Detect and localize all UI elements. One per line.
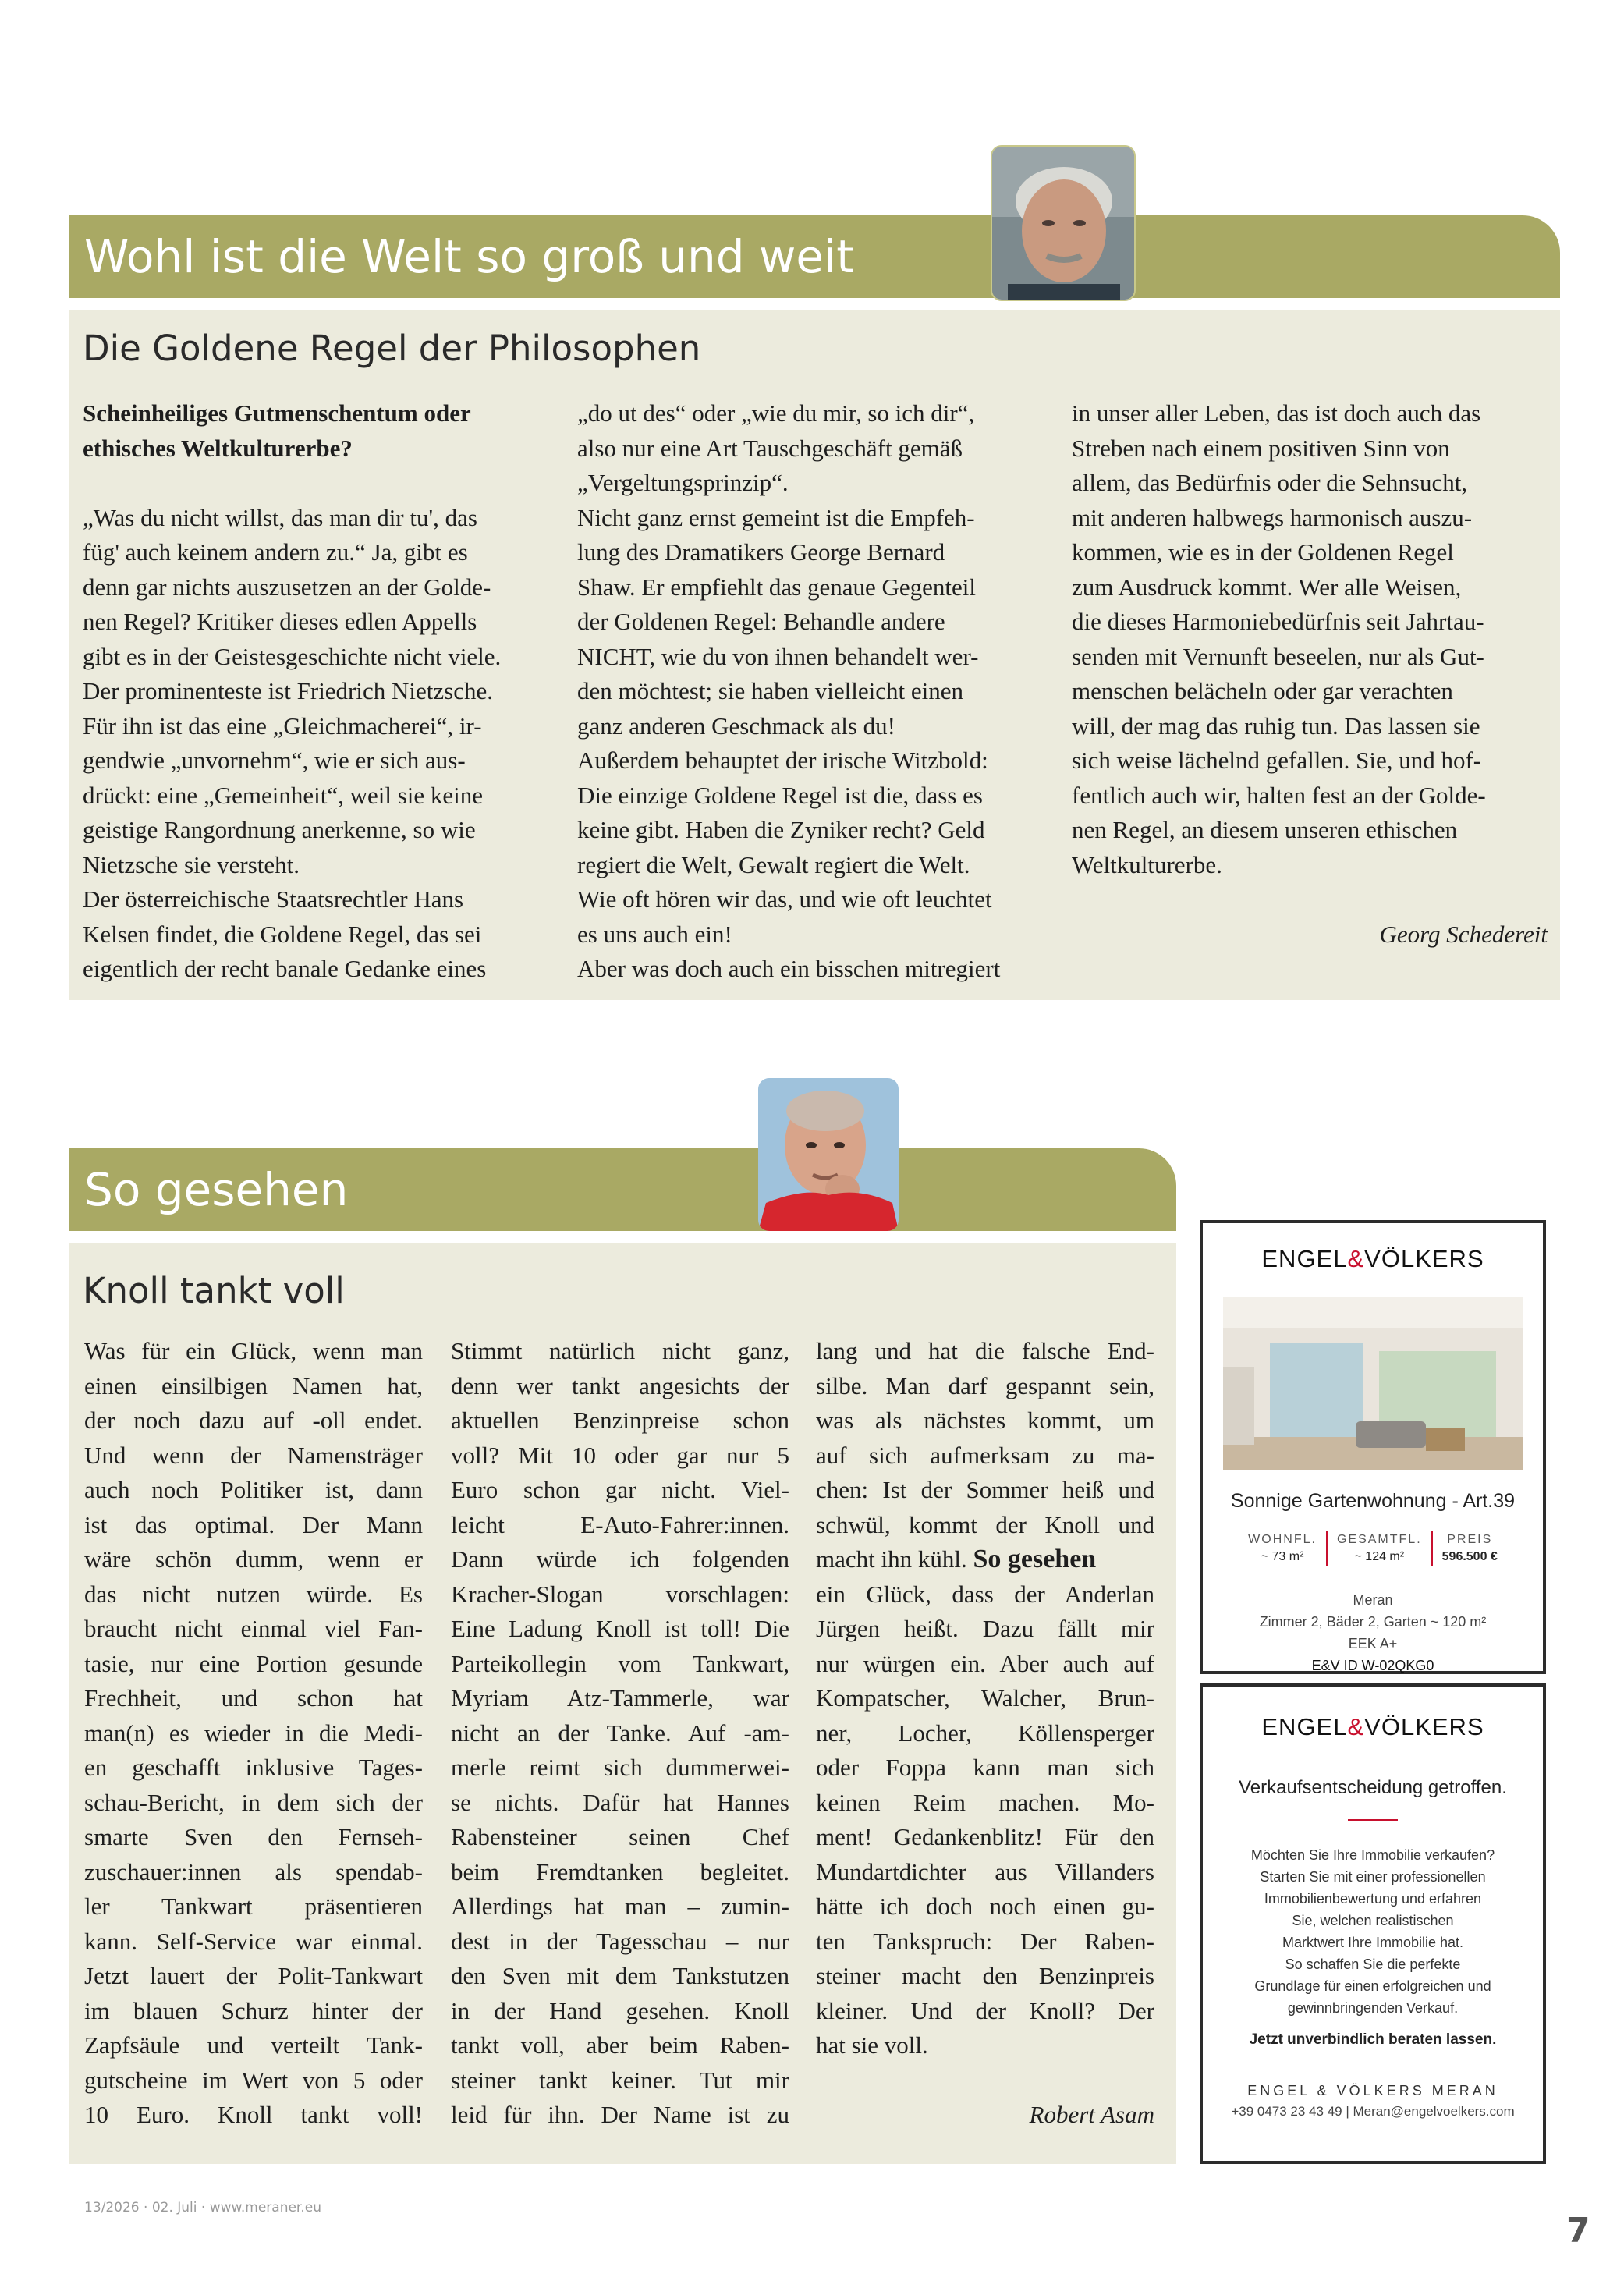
text-line: Nicht ganz ernst gemeint ist die Empfeh- bbox=[577, 503, 975, 531]
text-line: was als nächstes kommt, um bbox=[816, 1407, 1154, 1434]
text-line: Stimmt natürlich nicht ganz, bbox=[451, 1337, 789, 1364]
text-line: Mundartdichter aus Villanders bbox=[816, 1857, 1154, 1885]
text-line: hat sie voll. bbox=[816, 2031, 928, 2059]
engel-voelkers-logo: ENGEL&VÖLKERS bbox=[1261, 1713, 1484, 1740]
text-line: Was für ein Glück, wenn man bbox=[84, 1337, 423, 1364]
text-line: tasie, nur eine Portion gesunde bbox=[84, 1649, 423, 1677]
body-line: Grundlage für einen erfolgreichen und bbox=[1254, 1978, 1491, 1994]
text-line: will, der mag das ruhig tun. Das lassen sie bbox=[1072, 711, 1480, 740]
text-line: merle reimt sich dummerwei- bbox=[451, 1754, 789, 1781]
text-line: Kompatscher, Walcher, Brun- bbox=[816, 1684, 1154, 1712]
text-line: Eine Ladung Knoll ist toll! Die bbox=[451, 1615, 789, 1642]
engel-voelkers-logo: ENGEL&VÖLKERS bbox=[1261, 1245, 1484, 1272]
page-number: 7 bbox=[1566, 2211, 1590, 2251]
ad-engel-voelkers-valuation[interactable] bbox=[1200, 1683, 1546, 2164]
text-line: Kelsen findet, die Goldene Regel, das sei bbox=[83, 920, 482, 948]
text-line: kommen, wie es in der Goldenen Regel bbox=[1072, 538, 1454, 566]
text-line: Für ihn ist das eine „Gleichmacherei“, ir- bbox=[83, 711, 482, 740]
text-line: Zapfsäule und verteilt Tank- bbox=[84, 2031, 423, 2059]
text-line: Frechheit, und schon hat bbox=[84, 1684, 423, 1712]
listing-id: E&V ID W-02QKG0 bbox=[1311, 1658, 1434, 1673]
text-line: Weltkulturerbe. bbox=[1072, 850, 1222, 878]
text-line: ganz anderen Geschmack als du! bbox=[577, 711, 895, 740]
cta-link[interactable]: Jetzt unverbindlich beraten lassen. bbox=[1249, 2031, 1497, 2048]
author-photo-schedereit bbox=[991, 145, 1136, 301]
text-line: Der österreichische Staatsrechtler Hans bbox=[83, 885, 464, 913]
text-line: denn gar nichts auszusetzen an der Golde- bbox=[83, 573, 491, 601]
text-line: silbe. Man darf gespannt sein, bbox=[816, 1371, 1154, 1399]
office-name: ENGEL & VÖLKERS MERAN bbox=[1247, 2083, 1498, 2098]
text-line: en geschafft inklusive Tages- bbox=[84, 1754, 423, 1781]
stat-living-area: WOHNFL. ~ 73 m² bbox=[1248, 1533, 1317, 1563]
text-line: Myriam Atz-Tammerle, war bbox=[451, 1684, 789, 1712]
section-header-2 bbox=[69, 1148, 1176, 1231]
text-line: Rabensteiner seinen Chef bbox=[451, 1823, 789, 1850]
footer-issue-info: 13/2026 · 02. Juli · www.meraner.eu bbox=[84, 2200, 321, 2215]
text-line: ler Tankwart präsentieren bbox=[84, 1893, 423, 1920]
text-line: 10 Euro. Knoll tankt voll! bbox=[84, 2101, 423, 2128]
text-line: der noch dazu auf -oll endet. bbox=[84, 1407, 423, 1434]
text-line: drückt: eine „Gemeinheit“, weil sie keine bbox=[83, 781, 484, 809]
body-line: gewinnbringenden Verkauf. bbox=[1287, 2000, 1459, 2016]
office-contact[interactable]: +39 0473 23 43 49 | Meran@engelvoelkers.com bbox=[1231, 2104, 1515, 2119]
text-line: steiner macht den Benzinpreis bbox=[816, 1962, 1154, 1989]
text-line: Nietzsche sie versteht. bbox=[83, 850, 300, 878]
text-line: beim Fremdtanken begleitet. bbox=[451, 1857, 789, 1885]
article-subtitle-2: Knoll tankt voll bbox=[83, 1270, 345, 1311]
stat-total-area: GESAMTFL. ~ 124 m² bbox=[1326, 1531, 1431, 1566]
text-line: Streben nach einem positiven Sinn von bbox=[1072, 434, 1450, 462]
text-line: senden mit Vernunft beseelen, nur als Gut- bbox=[1072, 642, 1484, 670]
text-line: leicht E-Auto-Fahrer:innen. bbox=[451, 1510, 789, 1538]
article2-column-2 bbox=[451, 1334, 789, 2133]
text-line: Shaw. Er empfiehlt das genaue Gegenteil bbox=[577, 573, 977, 601]
article1-lead: Scheinheiliges Gutmenschentum oder ethisches Weltkulturerbe? bbox=[83, 399, 471, 462]
text-line: menschen belächeln oder gar verachten bbox=[1072, 677, 1453, 704]
text-line: ment! Gedankenblitz! Für den bbox=[816, 1823, 1154, 1850]
text-line: in der Hand gesehen. Knoll bbox=[451, 1996, 789, 2024]
text-line: nur würgen ein. Aber auch auf bbox=[816, 1649, 1154, 1677]
text-line: kleiner. Und der Knoll? Der bbox=[816, 1996, 1154, 2024]
text-line: eigentlich der recht banale Gedanke eines bbox=[83, 955, 487, 982]
text-line: kann. Self-Service war einmal. bbox=[84, 1927, 423, 1955]
text-line: wäre schön dumm, wenn er bbox=[84, 1545, 423, 1573]
text-line: se nichts. Dafür hat Hannes bbox=[451, 1788, 789, 1816]
text-line: voll? Mit 10 oder gar nur 5 bbox=[451, 1441, 789, 1469]
text-line: mit anderen halbwegs harmonisch auszu- bbox=[1072, 503, 1473, 531]
text-line: lung des Dramatikers George Bernard bbox=[577, 538, 945, 566]
text-line: smarte Sven den Fernseh- bbox=[84, 1823, 423, 1850]
text-line: Parteikollegin vom Tankwart, bbox=[451, 1649, 789, 1677]
text-line: also nur eine Art Tauschgeschäft gemäß bbox=[577, 434, 963, 462]
so-gesehen-bold: So gesehen bbox=[973, 1545, 1097, 1573]
text-line: fentlich auch wir, halten fest an der Golde- bbox=[1072, 781, 1486, 809]
text-line: das nicht nutzen würde. Es bbox=[84, 1580, 423, 1608]
text-line: Jetzt lauert der Polit-Tankwart bbox=[84, 1962, 423, 1989]
text-line: Dann würde ich folgenden bbox=[451, 1545, 789, 1573]
section-title-1: Wohl ist die Welt so groß und weit bbox=[84, 230, 854, 283]
text-run: macht ihn kühl. bbox=[816, 1545, 967, 1573]
body-line: Sie, welchen realistischen bbox=[1292, 1913, 1454, 1928]
text-line: lang und hat die falsche End- bbox=[816, 1337, 1154, 1364]
listing-energy-class: EEK A+ bbox=[1348, 1636, 1398, 1651]
article2-column-1 bbox=[84, 1334, 423, 2133]
text-line: tankt voll, aber beim Raben- bbox=[451, 2031, 789, 2059]
text-line: ten Tankspruch: Der Raben- bbox=[816, 1927, 1154, 1955]
body-line: Marktwert Ihre Immobilie hat. bbox=[1282, 1935, 1464, 1950]
text-line: braucht nicht einmal viel Fan- bbox=[84, 1615, 423, 1642]
text-line: allem, das Bedürfnis oder die Sehnsucht, bbox=[1072, 469, 1468, 496]
text-line: geistige Rangordnung anerkenne, so wie bbox=[83, 816, 476, 843]
text-line: gendwie „unvornehm“, wie er sich aus- bbox=[83, 747, 466, 774]
listing-photo bbox=[1223, 1297, 1523, 1470]
text-line bbox=[816, 1542, 1154, 1577]
body-line: Starten Sie mit einer professionellen bbox=[1260, 1869, 1486, 1885]
body-line: Immobilienbewertung und erfahren bbox=[1264, 1891, 1482, 1907]
text-line: Der prominenteste ist Friedrich Nietzsche. bbox=[83, 677, 493, 704]
article1-column-1 bbox=[83, 396, 551, 987]
valuation-title: Verkaufsentscheidung getroffen. bbox=[1239, 1777, 1507, 1798]
text-line: dest in der Tagesschau – nur bbox=[451, 1927, 789, 1955]
text-line: Kracher-Slogan vorschlagen: bbox=[451, 1580, 789, 1608]
article2-author: Robert Asam bbox=[1029, 2101, 1154, 2128]
text-line: Die einzige Goldene Regel ist die, dass es bbox=[577, 781, 983, 809]
article1-author: Georg Schedereit bbox=[1379, 920, 1548, 948]
text-line: nicht an der Tanke. Auf -am- bbox=[451, 1719, 789, 1747]
text-line: zuschauer:innen als spendab- bbox=[84, 1857, 423, 1885]
text-line: ist das optimal. Der Mann bbox=[84, 1510, 423, 1538]
text-line: hätte ich doch noch einen gu- bbox=[816, 1893, 1154, 1920]
body-line: Möchten Sie Ihre Immobilie verkaufen? bbox=[1250, 1847, 1495, 1863]
article2-column-3 bbox=[816, 1334, 1154, 2133]
text-line: keinen Reim machen. Mo- bbox=[816, 1788, 1154, 1816]
listing-rooms: Zimmer 2, Bäder 2, Garten ~ 120 m² bbox=[1259, 1614, 1487, 1630]
text-line: Aber was doch auch ein bisschen mitregiert bbox=[577, 955, 1001, 982]
text-line: gutscheine im Wert von 5 oder bbox=[84, 2066, 423, 2094]
text-line: schau-Bericht, in dem sich der bbox=[84, 1788, 423, 1816]
text-line: man(n) es wieder in die Medi- bbox=[84, 1719, 423, 1747]
text-line: chen: Ist der Sommer heiß und bbox=[816, 1476, 1154, 1503]
article1-column-3 bbox=[1072, 396, 1548, 952]
text-line: nen Regel, an diesem unseren ethischen bbox=[1072, 816, 1458, 843]
listing-title: Sonnige Gartenwohnung - Art.39 bbox=[1230, 1490, 1516, 1512]
section-header-1 bbox=[69, 215, 1560, 298]
stat-price: PREIS 596.500 € bbox=[1431, 1531, 1507, 1566]
section-title-2: So gesehen bbox=[84, 1163, 349, 1216]
text-line: regiert die Welt, Gewalt regiert die Welt. bbox=[577, 850, 970, 878]
text-line: in unser aller Leben, das ist doch auch das bbox=[1072, 399, 1481, 427]
text-line: Wie oft hören wir das, und wie oft leuchtet bbox=[577, 885, 992, 913]
body-line: So schaffen Sie die perfekte bbox=[1285, 1956, 1461, 1972]
divider-line bbox=[1348, 1819, 1398, 1821]
text-line: Und wenn der Namensträger bbox=[84, 1441, 423, 1469]
text-line: NICHT, wie du von ihnen behandelt wer- bbox=[577, 642, 979, 670]
text-line: oder Foppa kann man sich bbox=[816, 1754, 1154, 1781]
text-line: aktuellen Benzinpreise schon bbox=[451, 1407, 789, 1434]
text-line: denn wer tankt angesichts der bbox=[451, 1371, 789, 1399]
text-line: ner, Locher, Köllensperger bbox=[816, 1719, 1154, 1747]
article1-column-2 bbox=[577, 396, 1061, 987]
text-line: füg' auch keinem andern zu.“ Ja, gibt es bbox=[83, 538, 468, 566]
text-line: ein Glück, dass der Anderlan bbox=[816, 1580, 1154, 1608]
article-subtitle-1: Die Goldene Regel der Philosophen bbox=[83, 328, 701, 369]
text-line: nen Regel? Kritiker dieses edlen Appells bbox=[83, 608, 477, 635]
text-line: der Goldenen Regel: Behandle andere bbox=[577, 608, 945, 635]
text-line: auf sich aufmerksam zu ma- bbox=[816, 1441, 1154, 1469]
text-line: im blauen Schurz hinter der bbox=[84, 1996, 423, 2024]
text-line: keine gibt. Haben die Zyniker recht? Geld bbox=[577, 816, 985, 843]
text-line: Allerdings hat man – zumin- bbox=[451, 1893, 789, 1920]
text-line: den möchtest; sie haben vielleicht einen bbox=[577, 677, 963, 704]
text-line: zum Ausdruck kommt. Wer alle Weisen, bbox=[1072, 573, 1462, 601]
text-line: sich weise lächelnd gefallen. Sie, und hof- bbox=[1072, 747, 1482, 774]
text-line: die dieses Harmoniebedürfnis seit Jahrtau- bbox=[1072, 608, 1484, 635]
text-line: schwül, kommt der Knoll und bbox=[816, 1510, 1154, 1538]
text-line: „Vergeltungsprinzip“. bbox=[577, 469, 789, 496]
text-line: Euro schon gar nicht. Viel- bbox=[451, 1476, 789, 1503]
text-line: leid für ihn. Der Name ist zu bbox=[451, 2101, 789, 2128]
text-line: es uns auch ein! bbox=[577, 920, 732, 948]
text-line: den Sven mit dem Tankstutzen bbox=[451, 1962, 789, 1989]
text-line: „do ut des“ oder „wie du mir, so ich dir“, bbox=[577, 399, 975, 427]
text-line: gibt es in der Geistesgeschichte nicht viele. bbox=[83, 642, 502, 670]
text-line: „Was du nicht willst, das man dir tu', das bbox=[83, 503, 477, 531]
listing-stats bbox=[1203, 1531, 1543, 1566]
text-line: einen einsilbigen Namen hat, bbox=[84, 1371, 423, 1399]
text-line: auch noch Politiker ist, dann bbox=[84, 1476, 423, 1503]
text-line: Jürgen heißt. Dazu fällt mir bbox=[816, 1615, 1154, 1642]
author-photo-asam bbox=[758, 1078, 899, 1231]
ad-engel-voelkers-listing[interactable] bbox=[1200, 1220, 1546, 1674]
text-line: steiner tankt keiner. Tut mir bbox=[451, 2066, 789, 2094]
listing-location: Meran bbox=[1353, 1592, 1393, 1608]
text-line: Außerdem behauptet der irische Witzbold: bbox=[577, 747, 988, 774]
